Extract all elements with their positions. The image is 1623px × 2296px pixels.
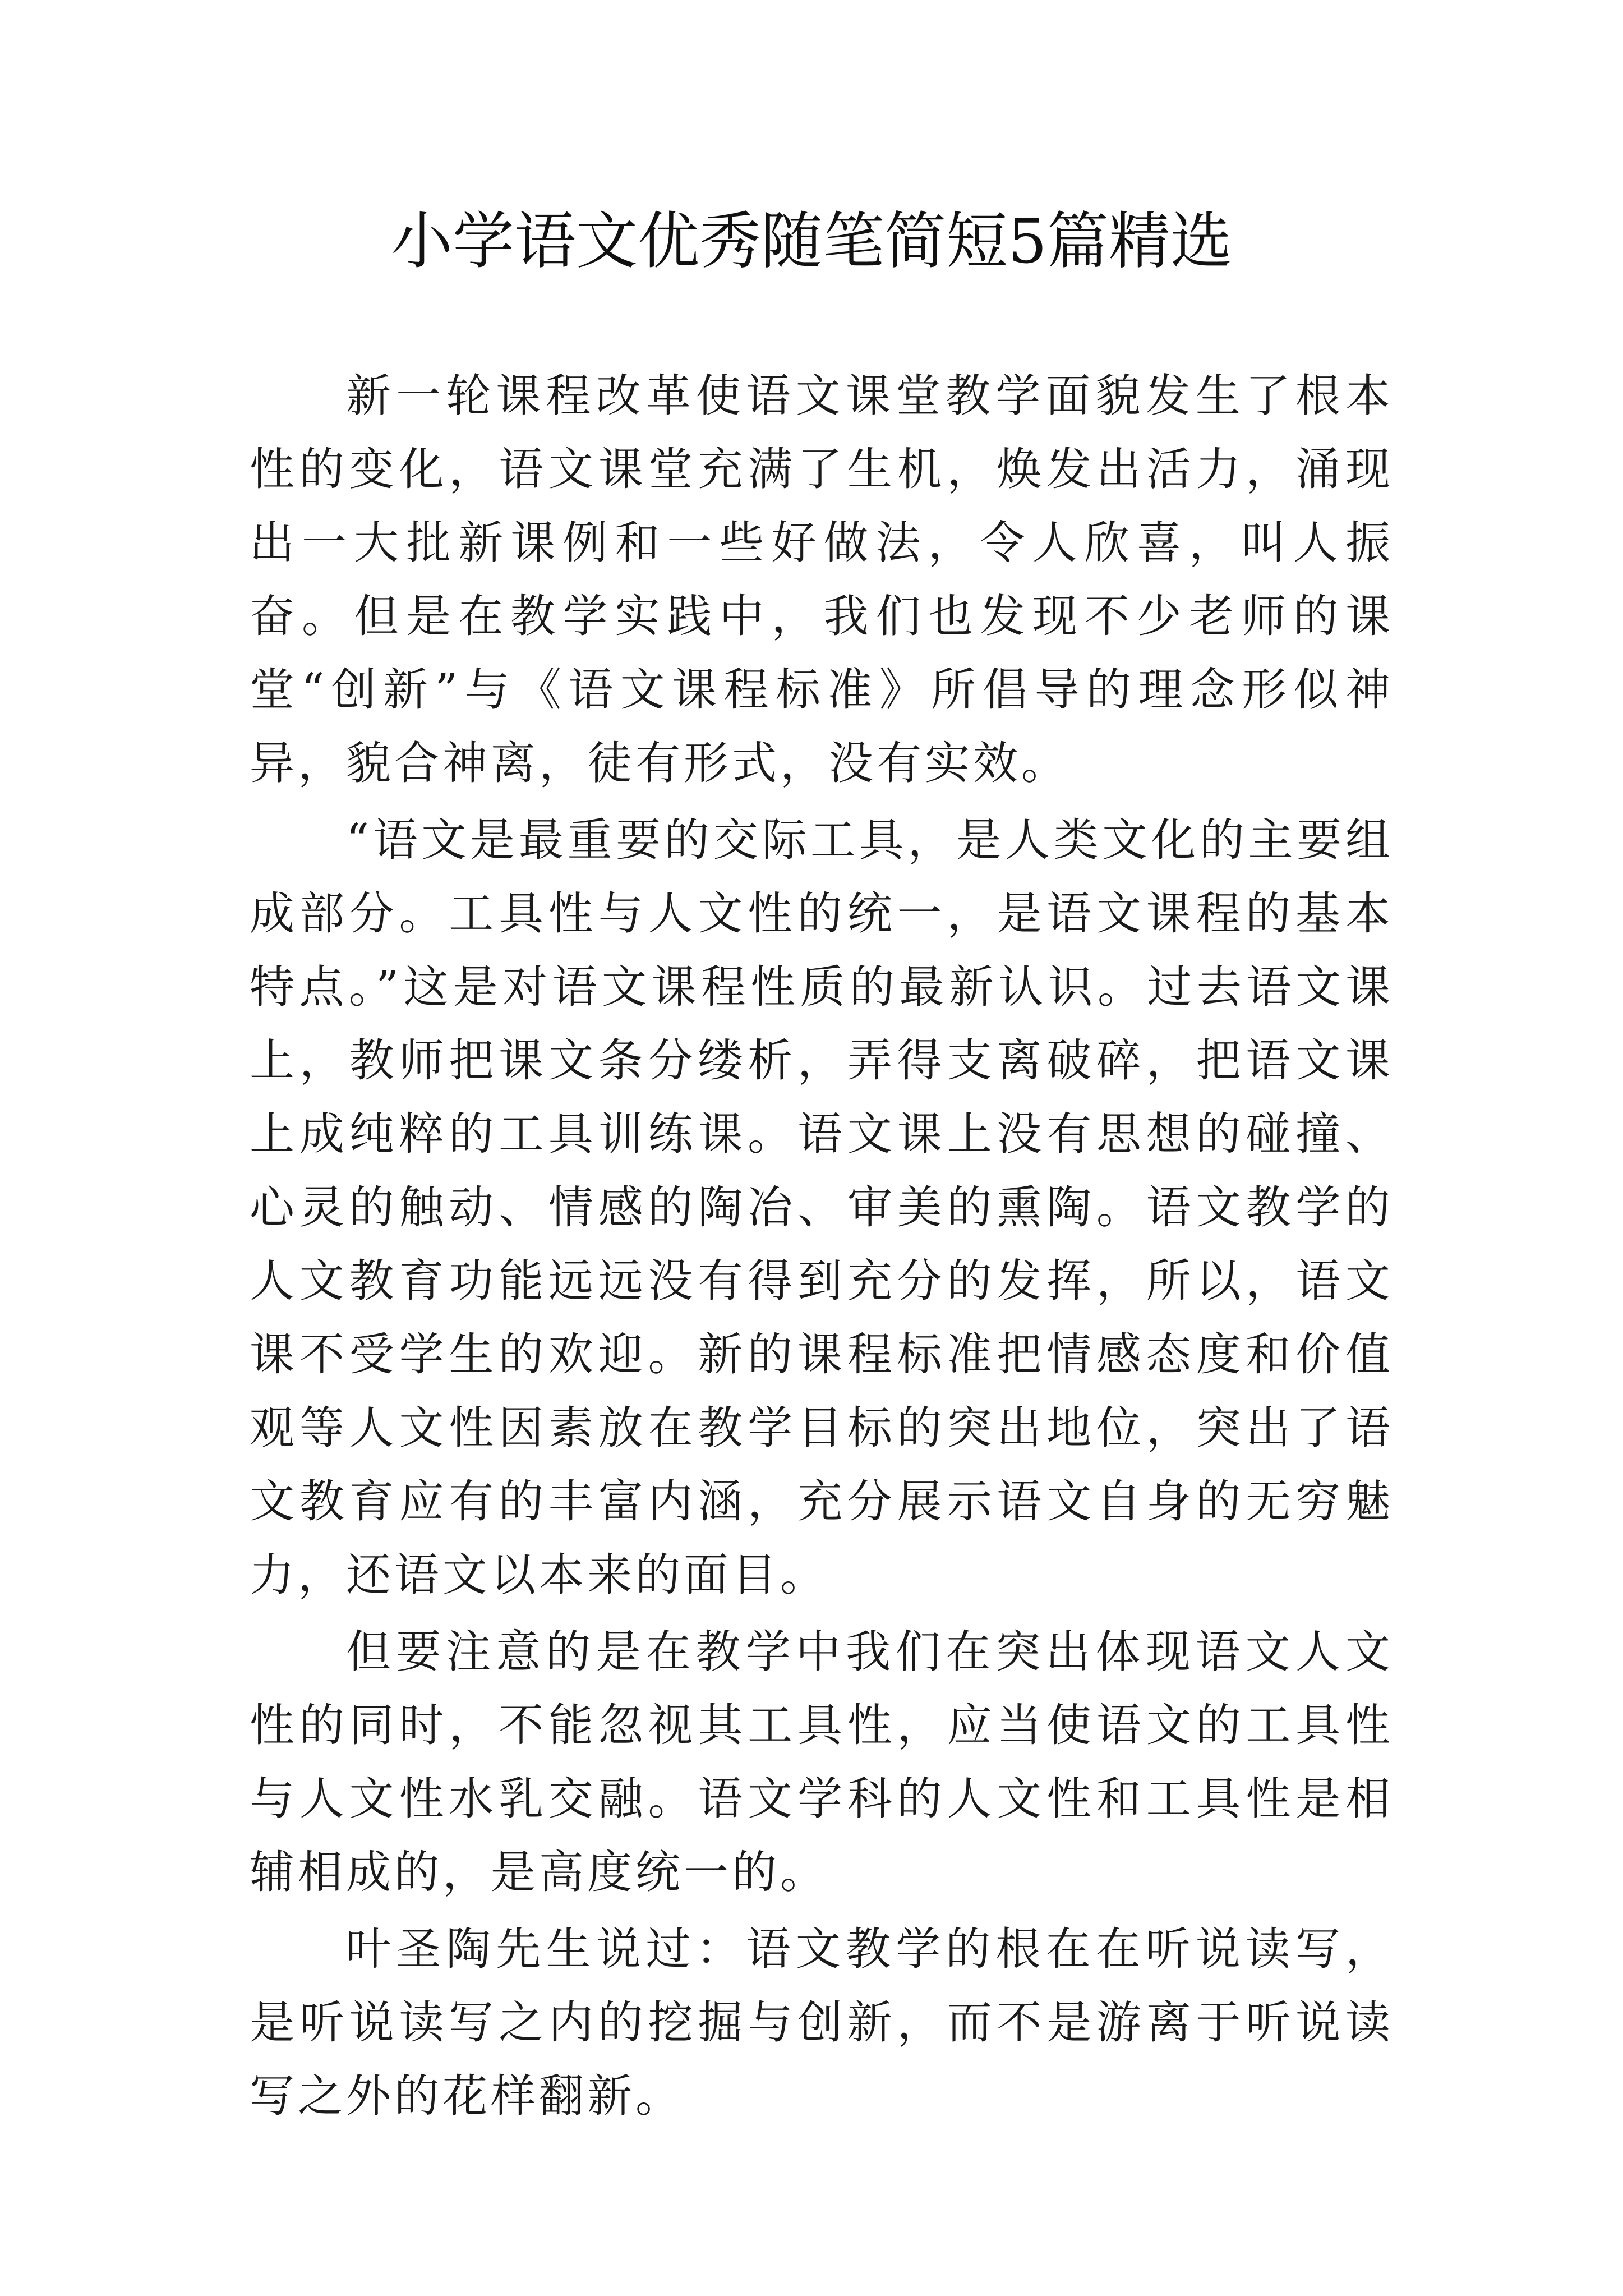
document-title: 小学语文优秀随笔简短5篇精选 — [391, 205, 1232, 277]
paragraph-1: 新一轮课程改革使语文课堂教学面貌发生了根本性的变化，语文课堂充满了生机，焕发出活力，涌现出一大批新课例和一些好做法，令人欣喜，叫人振奋。但是在教学实践中，我们也发现不少老师的课堂“创新”与《语文课程标准》所倡导的理念形似神异，貌合神离，徒有形式，没有实效。 — [250, 370, 1394, 789]
paragraph-4: 叶圣陶先生说过：语文教学的根在在听说读写，是听说读写之内的挖掘与创新，而不是游离于听说读写之外的花样翻新。 — [250, 1923, 1394, 2122]
document-body — [250, 359, 1394, 2136]
paragraph-3: 但要注意的是在教学中我们在突出体现语文人文性的同时，不能忽视其工具性，应当使语文的工具性与人文性水乳交融。语文学科的人文性和工具性是相辅相成的，是高度统一的。 — [250, 1626, 1394, 1898]
paragraph-2: “语文是最重要的交际工具，是人类文化的主要组成部分。工具性与人文性的统一，是语文课程的基本特点。”这是对语文课程性质的最新认识。过去语文课上，教师把课文条分缕析，弄得支离破碎，把语文课上成纯粹的工具训练课。语文课上没有思想的碰撞、心灵的触动、情感的陶冶、审美的熏陶。语文教学的人文教育功能远远没有得到充分的发挥，所以，语文课不受学生的欢迎。新的课程标准把情感态度和价值观等人文性因素放在教学目标的突出地位，突出了语文教育应有的丰富内涵，充分展示语文自身的无穷魅力，还语文以本来的面目。 — [250, 814, 1394, 1601]
